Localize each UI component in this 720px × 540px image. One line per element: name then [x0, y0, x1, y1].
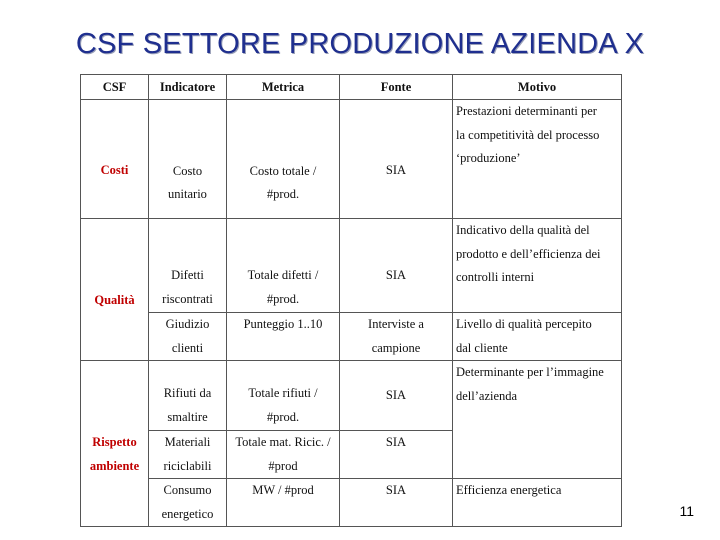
indicatore-consumo: [149, 479, 227, 527]
fonte-rifiuti-text: SIA: [385, 387, 407, 402]
header-csf: CSF: [81, 75, 149, 100]
indicatore-giudizio: [149, 313, 227, 361]
indicatore-rifiuti-text: Rifiuti da smaltire: [163, 386, 212, 424]
metrica-consumo: [227, 479, 340, 527]
fonte-consumo-text: SIA: [385, 483, 407, 497]
motivo-difetti: [453, 219, 622, 313]
metrica-giudizio: [227, 313, 340, 361]
motivo-giudizio-text: Livello di qualità percepito dal cliente: [456, 317, 592, 355]
fonte-giudizio: [340, 313, 453, 361]
csf-costi: [81, 100, 149, 219]
indicatore-difetti: [149, 219, 227, 313]
table-row: [81, 219, 622, 313]
metrica-giudizio-text: Punteggio 1..10: [243, 317, 323, 331]
metrica-rifiuti-text: Totale rifiuti / #prod.: [248, 386, 318, 424]
fonte-consumo: [340, 479, 453, 527]
csf-ambiente: [81, 361, 149, 527]
fonte-costo: [340, 100, 453, 219]
fonte-rifiuti: [340, 361, 453, 431]
csf-ambiente-label: Rispetto ambiente: [89, 435, 140, 473]
indicatore-materiali-text: Materiali riciclabili: [163, 435, 212, 473]
header-metrica: Metrica: [227, 75, 340, 100]
table-row: [81, 100, 622, 219]
fonte-difetti-text: SIA: [385, 267, 407, 282]
indicatore-rifiuti: [149, 361, 227, 431]
fonte-difetti: [340, 219, 453, 313]
table-header-row: [81, 75, 622, 100]
header-fonte: Fonte: [340, 75, 453, 100]
indicatore-consumo-text: Consumo energetico: [161, 483, 214, 521]
page-number: 11: [679, 503, 694, 519]
metrica-costo-text: Costo totale / #prod.: [249, 163, 317, 201]
metrica-consumo-text: MW / #prod: [252, 483, 314, 497]
table-row: [81, 313, 622, 361]
header-indicatore: Indicatore: [149, 75, 227, 100]
motivo-consumo: [453, 479, 622, 527]
header-motivo: Motivo: [453, 75, 622, 100]
indicatore-materiali: [149, 431, 227, 479]
metrica-difetti: [227, 219, 340, 313]
fonte-giudizio-text: Interviste a campione: [368, 317, 424, 355]
fonte-materiali: [340, 431, 453, 479]
indicatore-costo: [149, 100, 227, 219]
metrica-costo: [227, 100, 340, 219]
table-row: [81, 479, 622, 527]
indicatore-giudizio-text: Giudizio clienti: [165, 317, 210, 355]
metrica-difetti-text: Totale difetti / #prod.: [247, 268, 319, 306]
motivo-difetti-text: Indicativo della qualità del prodotto e dell’efficienza dei controlli interni: [456, 223, 601, 284]
csf-table: [80, 74, 622, 527]
indicatore-difetti-text: Difetti riscontrati: [162, 268, 213, 306]
motivo-costo: [453, 100, 622, 219]
fonte-costo-text: SIA: [385, 163, 407, 178]
csf-qualita: [81, 219, 149, 361]
motivo-rifiuti: [453, 361, 622, 479]
csf-qualita-label: Qualità: [94, 292, 135, 307]
motivo-giudizio: [453, 313, 622, 361]
motivo-rifiuti-text: Determinante per l’immagine dell’azienda: [456, 365, 604, 403]
metrica-materiali-text: Totale mat. Ricic. / #prod: [235, 435, 331, 473]
metrica-rifiuti: [227, 361, 340, 431]
table-row: [81, 361, 622, 431]
csf-costi-label: Costi: [100, 163, 129, 178]
fonte-materiali-text: SIA: [385, 435, 407, 449]
motivo-consumo-text: Efficienza energetica: [456, 483, 562, 497]
slide-title: CSF SETTORE PRODUZIONE AZIENDA X: [75, 28, 645, 60]
indicatore-costo-text: Costo unitario: [168, 163, 207, 201]
metrica-materiali: [227, 431, 340, 479]
motivo-costo-text: Prestazioni determinanti per la competitività del processo ‘produzione’: [456, 104, 600, 165]
